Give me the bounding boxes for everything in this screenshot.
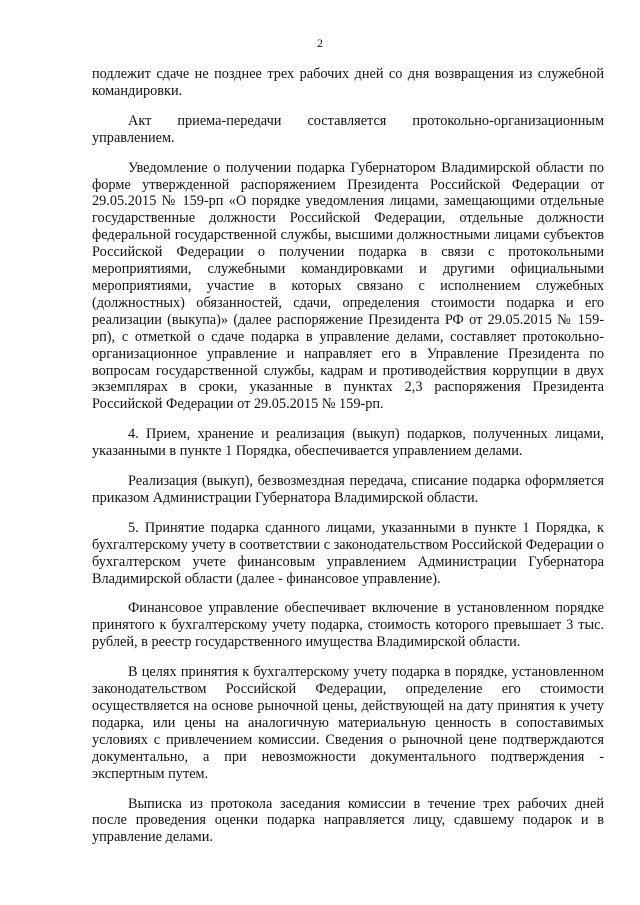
document-body <box>92 66 604 859</box>
paragraph-act: Акт приема-передачи составляется протокольно-организационным управлением. <box>92 112 604 146</box>
paragraph-realization: Реализация (выкуп), безвозмездная передача, списание подарка оформляется приказом Администрации Губернатора Владимирской области. <box>92 473 604 506</box>
paragraph-item-4: 4. Прием, хранение и реализация (выкуп) подарков, полученных лицами, указанными в пункте 1 Порядка, обеспечивается управлением делами. <box>92 426 604 460</box>
paragraph-notification: Уведомление о получении подарка Губернатором Владимирской области по форме утвержденной распоряжением Президента Российской Федерации от 29.05.2015 № 159-рп «О порядке уведомления лицами, замещающими отдельные государственные должности Российской Федерации, отдельные должности федеральной государственной службы, высшими должностными лицами субъектов Российской Федерации о получении подарка в связи с протокольными мероприятиями, служебными командировками и другими официальными мероприятиями, участие в которых связано с исполнением служебных (должностных) обязанностей, сдачи, определения стоимости подарка и его реализации (выкупа)» (далее распоряжение Президента РФ от 29.05.2015 № 159-рп), с отметкой о сдаче подарка в управление делами, составляет протокольно-организационное управление и направляет его в Управление Президента по вопросам государственной службы, кадрам и противодействия коррупции в двух экземплярах в сроки, указанные в пунктах 2,3 распоряжения Президента Российской Федерации от 29.05.2015 № 159-рп. <box>92 159 604 413</box>
paragraph-protocol-extract: Выписка из протокола заседания комиссии в течение трех рабочих дней после проведения оценки подарка направляется лицу, сдавшему подарок и в управление делами. <box>92 795 604 846</box>
page-number: 2 <box>317 36 323 50</box>
paragraph-continuation: подлежит сдаче не позднее трех рабочих дней со дня возвращения из служебной командировки. <box>92 66 604 99</box>
paragraph-item-5: 5. Принятие подарка сданного лицами, указанными в пункте 1 Порядка, к бухгалтерскому учету в соответствии с законодательством Российской Федерации о бухгалтерском учете финансовым управлением Администрации Губернатора Владимирской области (далее - финансовое управление). <box>92 519 604 587</box>
paragraph-financial-department: Финансовое управление обеспечивает включение в установленном порядке принятого к бухгалтерскому учету подарка, стоимость которого превышает 3 тыс. рублей, в реестр государственного имущества Владимирской области. <box>92 600 604 651</box>
paragraph-valuation: В целях принятия к бухгалтерскому учету подарка в порядке, установленном законодательством Российской Федерации, определение его стоимости осуществляется на основе рыночной цены, действующей на дату принятия к учету подарка, или цены на аналогичную материальную ценность в сопоставимых условиях с привлечением комиссии. Сведения о рыночной цене подтверждаются документально, а при невозможности документального подтверждения - экспертным путем. <box>92 664 604 782</box>
